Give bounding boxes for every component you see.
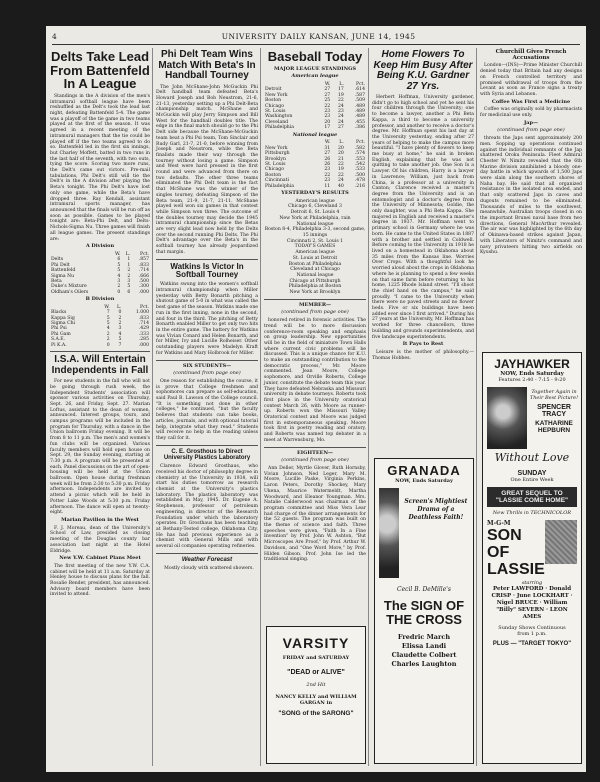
table-cell: Chicago [265,167,284,173]
article-watkins-body: Watkins swung into the women's softball intramural championship when Miller yesterday with Betty Bonarth pitching a shutout game of 5-0 in what was called the best game of the season. Watkins made one run in the first inning, none in the second, and four in the third. The pitching of Betty Bonarth enabled Miller to get only two hits in the entire game. The battery for Watkins was Vivian Conard and Helen Bonarth, and for Miller, Ivy and Lucille Rolheiser. Other outstanding players were Madelyn Kraft for Watkins and Mary Holbrook for Miller. [156,282,258,356]
table-cell: .216 [354,183,365,189]
jay-film: Without Love [494,451,570,464]
jay-title: JAYHAWKER [494,357,570,371]
japs-title: Jap— [523,119,539,126]
lassie-photo [545,520,577,564]
results-list [264,199,366,296]
churchill-body: London—(INS)—Prime Minister Churchill denied today that Britain had any designs on French controlled territory and promised withdrawal of troops from the Levant as soon as France signs a treaty with Syria and Lebanon. [480,63,582,97]
table-cell: Delts [51,257,64,263]
table-cell: .386 [354,125,365,131]
article-handball-body: The John McShane-John McGuckin Phi Delt handball team defeated Beta's Howard Joseph and Bob Neustrom, 21-6, 21-13, yesterday setting up a Phi Delt-Beta championship match. McShane and McGuckin will play Jerry Simpson and Bill West for the handball doubles title. The edge in the final match should go to the Phi Delt side because the McShane-McGuckin team beat a Phi Psi team, Tom Sinclair and Rudy Garl, 21-7, 21-0, before winning from Joseph and Neustrom, while the Beta finalists made their way through the tourney without losing a game. Simpson and West were hard pressed in the first round and were advanced from there on two defaults. The other three teams eliminated the Phi Delt team is the fact that McShane was the winner of the singles tourney, defeating Simpson of the Beta team, 21-9, 21-7, 21-11. McShane played well won six games in that contest while Simpson won three. The outcome of the doubles tourney may decide the 1945 intramural championship since the Betas are very slight lead now held by the Delts over the second running Phi Delts. The Phi Delt's advantage over the Beta's in the softball tourney has already jeopardized that margin. [156,84,258,255]
eighteen-title: EIGHTEEN— [296,449,334,456]
table-cell: 25 [324,98,331,104]
member-title: MEMBER— [298,301,332,308]
varsity-title: VARSITY [282,635,350,651]
table-header-cell: W. [104,304,110,310]
quote-title: It Pays to Rest [402,341,444,348]
table-cell: 4 [118,331,122,337]
table-cell: 22 [337,162,344,168]
table-cell: Philadelphia [265,183,294,189]
table-cell: 0 [118,310,122,316]
plus-feature: PLUS — "TARGET TOKYO" [492,641,572,647]
table-cell: 5 [106,321,110,327]
table-cell: .857 [138,257,149,263]
table-header-cell: W. [324,82,331,88]
table-cell: 24 [337,114,344,120]
column-2 [156,48,258,768]
jay-tagline: Together Again in Their Best Picture! [529,389,579,401]
table-cell: 1 [127,257,131,263]
table-header-cell: Pct. [140,304,149,310]
table-cell: New York [265,145,288,151]
result-line: National league [296,272,334,278]
table-cell: 23 [324,167,331,173]
table-cell: .333 [138,331,149,337]
table-cell: 5 [106,315,110,321]
headline-delts: Delts Take Lead From Battenfeld In A League [50,49,150,92]
result-line: New York at Philadelphia, rain [279,215,351,221]
result-line: Cleveland at Chicago [290,267,340,273]
table-cell: New York [265,92,288,98]
column-4 [372,48,474,448]
article-six-students-body: One reason for establishing the course, it is prove that College freshmen and sophomores can prepare as self-education, said Paul B. Lawson of the College council. "It is something not done in other colleges," he continued, "but the faculty believes that students can take books, articles, journals, and with optional tutorial help, integrate what they read." Students will receive no help in the reading unless they call for it. [156,378,258,441]
jay-times: Features 2:40 - 7:15 - 9:20 [498,377,566,383]
headline-six-students: SIX STUDENTS— [182,362,232,369]
quote-body: Leisure is the mother of philosophy.—Thomas Hobbes. [372,349,474,361]
table-cell: Phi Gam [51,331,71,337]
column-1 [50,48,150,768]
member-body: honored retired in forensic activities. The trend will be to more discussion conference-room speaking and emphasis on group leadership. New opportunities will be in the field of miniature Town Halls where current civic problems will be discussed. This is a unique chance for K.U. to make an outstanding contribution to the democratic process," Mr. Moore commented. Jean Moore, College sophomore, and Orville Roberts, College junior, constitute the debate team this year. They have defeated Nebraska and Missouri university in debate tourneys. Roberts took first place in the University oratorical contest March 26, with Moore as runner-up. Roberts won the Missouri Valley Oratorical contest and Moore was judged first in extemporaneous speaking. Moore took first in poetry reading and oratory, and Roberts was named top debater in a meet at Warrensburg, Mo. [264,318,366,443]
result-line: Boston 8-4, Philadelphia 3-3, second game, 15 innings [264,227,366,238]
table-cell: Blacks [51,310,67,316]
table-cell: Brooklyn [265,156,286,162]
headline-isa: I.S.A. Will Entertain Independents in Fall [51,354,149,376]
table-header-cell: W. [114,251,121,257]
table-header-cell: W. [324,140,331,146]
churchill-title: Churchill Gives French Accusations [495,49,567,61]
varsity-stars: NANCY KELLY and WILLIAM GARGAN in [275,694,357,706]
newspaper-page [46,26,586,772]
table-cell: 1.000 [135,310,149,316]
american-label: American league [291,73,339,80]
table-cell: .500 [138,278,149,284]
national-label: National league [292,131,338,138]
sunday-sub: One Entire Week [510,477,554,483]
result-line: St. Louis at Detroit [292,255,338,261]
granada-photo [379,488,399,578]
table-cell: 40 [337,183,344,189]
varsity-film2: "SONG of the SARONG" [278,710,354,717]
table-cell: 11 [324,183,331,189]
table-cell: 23 [337,109,344,115]
lassie-studio: M-G-M [487,520,511,527]
table-cell: 24 [337,178,344,184]
weather-body: Mostly cloudy with scattered showers. [164,566,254,572]
table-cell: 22 [324,103,331,109]
table-cell: .553 [354,156,365,162]
table-cell: .455 [354,119,365,125]
subhead-moreau: Marian Pavilion in the West [61,516,139,523]
result-line: Cincinnati 2, St. Louis 1 [286,238,344,244]
headline-grosthous: C. E. Grosthous to Direct University Plastics Laboratory [163,448,251,461]
table-cell: 4 [117,273,121,279]
table-cell: Pittsburgh [265,151,290,157]
table-cell: Kappa Sig [51,315,75,321]
headline-handball: Phi Delt Team Wins Match With Beta's In Handball Tourney [158,49,256,81]
granada-ad [374,458,474,764]
table-cell: .542 [354,162,365,168]
table-cell: 26 [324,156,331,162]
table-row [50,290,150,295]
granada-dates: NOW, Ends Saturday [395,478,453,484]
lassie-sub: New Thrills in TECHNICOLOR [492,510,572,516]
table-cell: .489 [354,109,365,115]
jay-photo [487,387,527,449]
table-cell: 19 [337,92,344,98]
japs-body: threats the Japs sent approximately 200 men. Sopping up operations continued against the individual remnants of the Jap shattered Oroku Peninsula. Fleet Admiral Chester W. Nimitz revealed that the 6th Marine division annihilated a bloody one-day battle in which upwards of 1,500 Japs were slain along the southern shores of Naha bay. He said that all organized resistance in the isolated area ended, and that only scattered Japs in caves and dugouts remained to be eliminated. Thousands of miles to the southwest, meanwhile, Australian troops closed in on the important Brunei naval base from two directions, General MacArthur revealed. The air war was highlighted by the 6th day of Okinawa-based strikes against Japan, with Liberators of Nimitz's command and navy privateers hitting two airfields on Kyushu. [480,136,582,256]
result-line: Detroit 6, St. Louis 4 [290,210,340,216]
granada-cast [375,633,473,669]
table-cell: Phi Delt [51,262,70,268]
cast-name: Elissa Landi [401,642,447,650]
table-cell: 20 [337,145,344,151]
table-cell: 6 [117,257,121,263]
varsity-days: FRIDAY and SATURDAY [282,655,350,661]
granada-tagline: Screen's Mightiest Drama of a Deathless Faith! [404,498,468,521]
table-cell: Boston [265,172,282,178]
table-cell: 22 [337,172,344,178]
table-header-cell: L. [116,304,122,310]
table-cell: 5 [118,337,122,343]
table-cell: Battenfeld [51,268,76,274]
cast-name: Fredric March [397,633,451,641]
table-cell: 7 [106,310,110,316]
article-flowers-body: Herbert Hoffman, University gardener, didn't go to high school and yet he sent his four children through the University; one to become a lawyer, another a Phi Beta Kappa, a third to become a university professor, and another to receive a doctor's degree. Mr. Hoffman spent his last day at the University yesterday, ending after 27 years of helping to make the campus more beautiful. "I have plenty of flowers to keep me busy at home," he said in broken English, explaining that he was not quitting to take another job. One Son Is a Lawyer. Of his children, Harry is a lawyer in Lawrence; William, just back from China, is a professor at a university in Canton; Clarence received a master's degree from the University and is an entomologist and a doctor's degree from the University of Minnesota; Goldie, the only daughter, was a Phi Beta Kappa. She majored in English and received a master's degree in 1937. Mr. Hoffman went to primary school in Germany where he was born. He came to the United States in 1887 with a brother and settled in Coldwell. Before coming to the University in 1918 he lived on a homestead in Oklahoma about 35 miles from the Kansas line. Worries Over Crops. With a thoughtful look he worried aloud about the crops in Oklahoma where he is planning to spend a few weeks on that same farm before returning to his home, 1225 Rhode Island street. "I'll shoot the chief hand on the campus," he said proudly. "I came to the University when there were no paved streets and no flower beds. Five or six buildings have been added ever since I first arrived." During his 27 years at the University, Mr. Hoffman has worked for three chancellors, three building and grounds superintendents, and five landscape superintendents. [372,95,474,340]
table-cell: .478 [354,178,365,184]
jay-dates: NOW, Ends Saturday [500,371,564,377]
table-cell: 5 [117,262,121,268]
table-cell: 23 [324,178,331,184]
article-grosthous-body: Clarence Edward Grosthaus, who received his doctor of philosophy degree in chemistry at the University in 1938, will start his duties tomorrow as research chemist at the University's plastics laboratory. The plastics laboratory was established in May, 1945. Dr. Eugene A. Stephenson, professor of petroleum engineering, is director of the Research Foundation under which the laboratory operates. Dr. Grosthaus has been teaching at Bethany-Tested college, Oklahoma City. He has had previous experience as a chemist with General Mills and with several oil companies operating refineries. [156,464,258,550]
result-line: National league [296,221,334,227]
column-3 [264,48,366,563]
member-continued: (continued from page one) [281,309,349,316]
standings-subhead: MAJOR LEAGUE STANDINGS [273,65,357,72]
table-cell: Chicago [265,103,284,109]
table-cell: 20 [324,119,331,125]
table-cell: 27 [324,87,331,93]
table-cell: .000 [138,342,149,348]
table-cell: .582 [354,145,365,151]
table-cell: 2 [127,273,131,279]
table-cell: 7 [118,342,122,348]
table-cell: 2 [118,321,122,327]
table-cell: .429 [138,326,149,332]
article-moreau-body: F. J. Moreau, dean of the University's School of Law, presided as closing meeting of the Douglas county bar association last night at the Hotel Eldridge. [50,525,150,554]
paper-dateline: UNIVERSITY DAILY KANSAN, JUNE 14, 1945 [221,32,416,41]
table-cell: 27 [324,151,331,157]
table-row [264,125,366,130]
table-cell: 2 [127,268,131,274]
table-row [264,184,366,189]
eighteen-body: Ann Deller, Myrtle Glover, Ruth Hornsby, Vivian Johnson, Ned Leger, Mary M. Moore, Lucille Paske, Virginia Perkins, Laron Peters, Dorothy Shockey, Mary Ukena, Maurice Watermeldt, Martha Woodward, and Eleanor Youngman. Mrs. Natalie Calderwood was chairman of the program committee and Miss Vera Lear had charge of the dinner arrangements for the 52 guests. The program was built on the theme of science and faith. Three speeches were given, "Faith In a Fine Invention" by Prof. John W. Ashton, "But Microscopes Are Proof," by Prof. Arthur W. Davidson, and "One Word More," by Prof. Hilden Gibson. Prof. John Ise led the traditional singing. [264,466,366,563]
table-header-cell: L. [125,251,131,257]
table-cell: 19 [337,167,344,173]
table-cell: St. Louis [265,162,286,168]
table-cell: Cleveland [265,119,289,125]
cast-name: Charles Laughton [391,660,457,668]
result-line: Chicago 6, Cleveland 3 [288,204,342,210]
table-header-cell: Pct. [140,251,149,257]
table-cell: 3 [117,278,121,284]
table-cell: St. Louis [265,109,286,115]
subhead-yw: New Y.W. Cabinet Plans Meet [59,555,141,562]
table-cell: .489 [354,103,365,109]
table-cell: Phi Psi [51,326,67,332]
table-cell: .714 [138,268,149,274]
varsity-film: "DEAD or ALIVE" [287,669,345,676]
table-cell: 26 [324,162,331,168]
lassie-extra: Sunday Shows Continuous from 1 p.m. [498,625,566,637]
lassie-cast: Peter LAWFORD · Donald CRISP · June LOCKHART · Nigel BRUCE · William "Billy" SEVERN · LEON AMES [491,586,573,620]
table-cell: Detroit [265,87,282,93]
table-cell: .500 [354,172,365,178]
division-a-label: A Division [85,243,115,250]
headline-flowers: Home Flowers To Keep Him Busy After Being K.U. Gardner 27 Yrs. [373,49,473,92]
table-cell: 17 [324,125,331,131]
granada-producer: Cecil B. DeMille's [396,586,451,593]
japs-continued: (continued from page one) [497,127,565,134]
table-cell: 27 [337,125,344,131]
table-cell: .833 [138,315,149,321]
table-cell: 24 [337,119,344,125]
table-cell: Beta [51,278,62,284]
table-cell: 22 [337,98,344,104]
table-cell: 17 [337,87,344,93]
table-cell: 23 [324,114,331,120]
headline-baseball: Baseball Today [267,49,363,64]
varsity-ad [266,626,366,764]
table-cell: 2 [106,331,110,337]
table-cell: 23 [324,109,331,115]
result-line: Chicago at Pittsburgh [289,278,341,284]
jay-star2: KATHARINE HEPBURN [535,420,573,434]
masthead [52,32,580,45]
table-cell: 31 [324,145,331,151]
continued-note: (continued from page one) [173,370,241,377]
result-line: American league [295,198,335,204]
article-isa-body: For new students in the fall who will not be going through rush week, the Independent Students' association will sponsor various activities on Thursday, Sept. 26, and Friday, Sept. 27. Marian Loftus, assistant to the dean of women, announced. Interest groups, tours, and campus programs will be included in the program for Thursday, with a dance in the Union ballroom Friday evening. It will be from 8 to 11 p.m. The men's and women's fun clubs will be organized. Various faculty members will hold open house on Sept. 29, the Sunday evening, starting at 7:30 p.m. A program will be presented at each. Panel discussions on the art of open-housing will be held at the Union ballroom. Open house during freshman week will be from 2:30 to 5:30 p.m. Friday afternoon. Independents are invited to attend a picnic which will be held in Potter Lake Woods at 5:30 p.m. Friday afternoon. The dance will open at twenty-eight. [50,379,150,516]
division-a-table [50,252,150,295]
lassie-tagline: GREAT SEQUEL TO "LASSIE COME HOME" [495,490,569,504]
result-line: New York at Brooklyn [289,290,341,296]
table-cell: 0 [106,342,110,348]
table-cell: .574 [354,151,365,157]
table-header-cell: Pct. [356,140,365,146]
table-cell: Pi K.A. [51,342,67,348]
lassie-film: SON OF LASSIE [487,527,545,578]
division-b-table [50,305,150,348]
table-cell: Philadelphia [265,125,294,131]
table-cell: .833 [138,262,149,268]
yesterday-title: YESTERDAY'S RESULTS [281,190,349,197]
table-cell: 2 [118,315,122,321]
column-5 [480,48,582,348]
table-cell: .587 [354,92,365,98]
result-line: American league [295,250,335,256]
table-cell: Cincinnati [265,178,289,184]
lassie-starring: starring [521,580,543,586]
table-cell: 22 [324,172,331,178]
granada-film: The SIGN OF THE CROSS [383,598,465,627]
page-number: 4 [52,32,58,41]
coffee-body: Coffee was originally sold by pharmacists for medicinal use only. [480,107,582,119]
table-cell: .285 [138,337,149,343]
table-cell: 24 [337,103,344,109]
eighteen-continued: (continued from page one) [281,457,349,464]
table-cell: .614 [354,87,365,93]
table-cell: 2 [106,337,110,343]
table-cell: .300 [138,284,149,290]
table-cell: Boston [265,98,282,104]
weather-title: Weather Forecast [181,556,233,563]
table-cell: .509 [354,98,365,104]
table-cell: .666 [138,273,149,279]
table-row [50,343,150,348]
table-header-cell: L. [339,140,344,146]
table-cell: 6 [127,289,131,295]
table-cell: 1 [127,262,131,268]
table-cell: S.A.E. [51,337,66,343]
headline-watkins: Watkins Is Victor In Softball Tourney [170,261,244,279]
sunday-title: SUNDAY [517,470,547,477]
table-cell: Washington [265,114,293,120]
table-cell: .714 [138,321,149,327]
table-cell: Sigma Chi [51,321,76,327]
table-cell: Sigma Nu [51,273,75,279]
article-delts-body: Standings in the A division of the men's intramural softball league have been reshuffled as the Delt's took the lead last night, defeating Battenfeld 5-4. The game was a playoff of the tie game in two teams played at the first of the season. It was agreed in a recent meeting of the intramural managers that the tie could be played off if the two teams agreed to do so. Battenfeld led in the first six innings, but Charley Moffett, batted in two runs in the last half of the seventh, with two outs, tying the score. Scoring two more runs, the Delt's came out victors. Pre-mail tabulations, Phi Delt's still will tie the Delt's in the A division after playing the Beta's tonight. The Phi Delt's have lost only one game, while the Beta's have dropped three. Ray Kendall, assistant intramural sports manager, has announced that the finals will be run off as soon as possible. Games to be played tonight are: Beta-Phi Delt, and Delts-Nichols-Sigma Nu. Three games will finish all league games. The present standings are: [50,93,150,242]
national-table [264,140,366,189]
article-yw-body: The first meeting of the new Y.W. C.A. cabinet will be held at 11 a.m. Saturday at Henley house to discuss plans for the fall. Rosalie Bender, president, has announced. Advisory board members have been invited to attend. [50,563,150,598]
table-cell: .489 [354,114,365,120]
result-line: Philadelphia at Boston [288,284,342,290]
table-cell: 5 [127,284,131,290]
table-cell: .000 [138,289,149,295]
table-header-cell: Pct. [356,82,365,88]
table-cell: 21 [337,156,344,162]
result-line: Boston at Philadelphia [288,261,342,267]
granada-title: GRANADA [387,463,461,478]
result-line: TODAY'S GAMES [294,244,336,250]
table-cell: 3 [118,326,122,332]
table-header-cell: L. [339,82,344,88]
american-table [264,82,366,131]
cast-name: Claudette Colbert [391,651,457,659]
jay-star1: SPENCER TRACY [537,404,571,418]
table-cell: .533 [354,167,365,173]
table-cell: 4 [106,326,110,332]
coffee-title: Coffee Was First a Medicine [491,98,571,105]
table-cell: 27 [324,92,331,98]
table-cell: Oldham's Oilers [51,289,89,295]
table-cell: 20 [337,151,344,157]
table-cell: 0 [117,289,121,295]
table-cell: 3 [127,278,131,284]
division-b-label: B Division [85,296,115,303]
jayhawker-ad [482,352,582,764]
table-cell: Duke's Mixture [51,284,87,290]
table-cell: 2 [117,284,121,290]
table-cell: 5 [117,268,121,274]
varsity-hit: 2nd Hit [306,682,326,688]
